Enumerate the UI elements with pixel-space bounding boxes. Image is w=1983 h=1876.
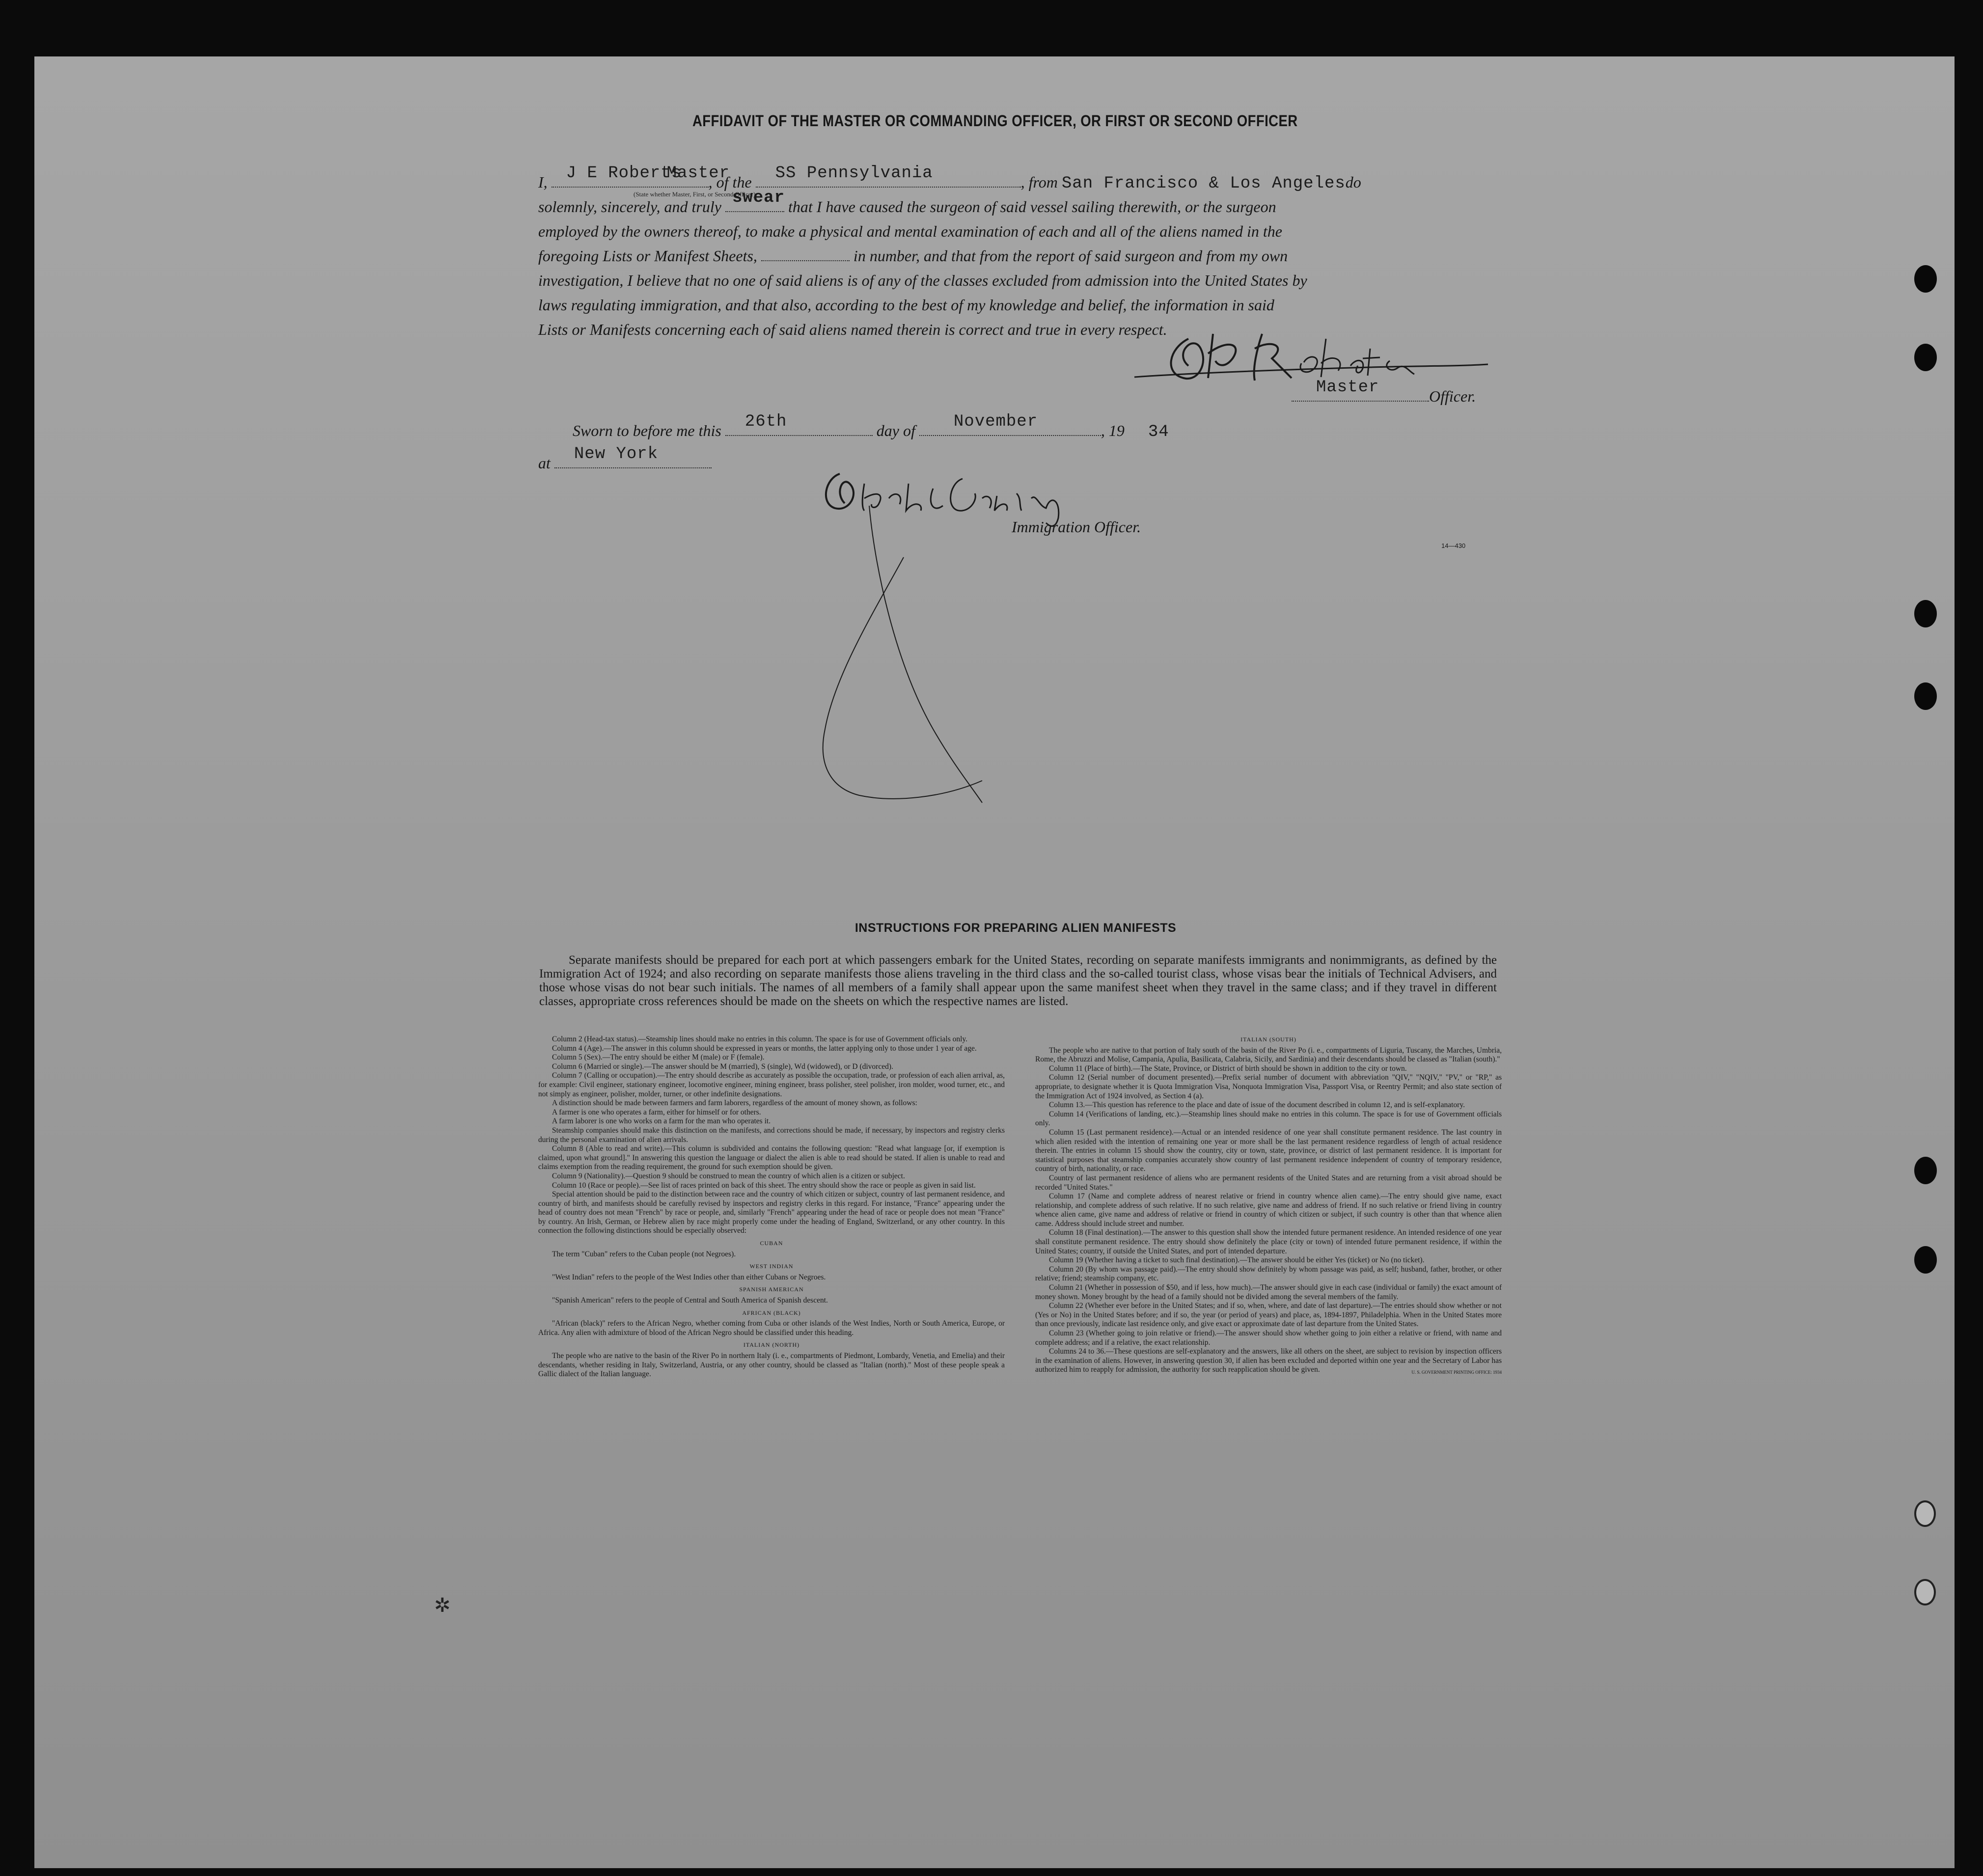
- affidavit-line-5: investigation, I believe that no one of said aliens is of any of the classes excluded from admission into the United States by: [538, 272, 1307, 289]
- affidavit-title: AFFIDAVIT OF THE MASTER OR COMMANDING OFFICER, OR FIRST OR SECOND OFFICER: [692, 112, 1298, 130]
- paragraph: Columns 24 to 36.—These questions are self-explanatory and the answers, like all others on the sheet, are subject to revision by inspection officers in the examination of aliens. However, in answering question 30, if alien has been excluded and deported within one year and the Secretary of Labor has authorized him to reapply for admission, the authority for such reapplication should be given.: [1035, 1347, 1502, 1374]
- binder-hole: [1914, 265, 1937, 293]
- officer-line: Master Officer.: [1292, 384, 1498, 408]
- paragraph: Column 19 (Whether having a ticket to such final destination).—The answer should be either Yes (ticket) or No (no ticket).: [1049, 1256, 1425, 1265]
- section-heading: ITALIAN (SOUTH): [1240, 1036, 1296, 1043]
- printer-imprint: U. S. GOVERNMENT PRINTING OFFICE: 1934: [1411, 1369, 1502, 1375]
- affidavit-line-1: I, J E Roberts Master , of the SS Pennsylvania , from San Francisco & Los Angelesdo: [538, 170, 1496, 196]
- affidavit-line-7: Lists or Manifests concerning each of said aliens named therein is correct and true in every respect.: [538, 321, 1167, 338]
- paragraph: Column 21 (Whether in possession of $50, and if less, how much).—The answer should give in each case (individual or family) the exact amount of money shown. Money brought by the head of a family should not be divided among the several members of the family.: [1035, 1283, 1502, 1301]
- alien-count-blank: [761, 244, 850, 261]
- sworn-day: 26th: [744, 412, 787, 431]
- sworn-year: 34: [1148, 423, 1169, 441]
- paragraph: A farmer is one who operates a farm, either for himself or for others.: [552, 1108, 761, 1116]
- affidavit-line-3: employed by the owners thereof, to make a physical and mental examination of each and all of the aliens named in the: [538, 222, 1282, 240]
- paragraph: The people who are native to that portion of Italy south of the basin of the River Po (i. e., compartments of Liguria, Tuscany, the Marches, Umbria, Rome, the Abruzzi and Molise, Campania, Apulia, Basilicata, Calabria, Sicily, and Sardinia) and their descendants should be classed as "Italian (south).": [1035, 1046, 1502, 1064]
- vessel-name: SS Pennsylvania: [775, 164, 933, 183]
- section-heading: WEST INDIAN: [749, 1263, 794, 1270]
- paragraph: Column 5 (Sex).—The entry should be either M (male) or F (female).: [552, 1053, 765, 1062]
- paragraph: Column 10 (Race or people).—See list of races printed on back of this sheet. The entry should show the race or people as given in said list.: [552, 1181, 976, 1190]
- paragraph: The people who are native to the basin of the River Po in northern Italy (i. e., compartments of Piedmont, Lombardy, Venetia, and Emelia) and their descendants, whether residing in Italy, Switzerland, Austria, or any other country, should be classed as "Italian (north)." Most of these people speak a Gallic dialect of the Italian language.: [538, 1352, 1005, 1379]
- binder-hole: [1914, 1579, 1936, 1605]
- sworn-line: Sworn to before me this 26th day of November , 19 34: [573, 418, 1530, 444]
- paragraph: "African (black)" refers to the African Negro, whether coming from Cuba or other islands of the West Indies, North or South America, Europe, or Africa. Any alien with admixture of blood of the African Negro should be classified under this heading.: [538, 1319, 1005, 1337]
- section-heading: AFRICAN (BLACK): [742, 1309, 801, 1316]
- affidavit-line-6: laws regulating immigration, and that also, according to the best of my knowledge and belief, the information in said: [538, 296, 1274, 314]
- paragraph: "West Indian" refers to the people of the West Indies other than either Cubans or Negroes.: [552, 1273, 826, 1281]
- paragraph: Column 12 (Serial number of document presented).—Prefix serial number of document with abbreviation "QIV," "NQIV," "PV," or "RP," as appropriate, to designate whether it is Quota Immigration Visa, Nonquota Immigration Visa, Passport Visa, or Reentry Permit; and also state section of the Immigration Act of 1924 involved, as Section 4 (a).: [1035, 1073, 1502, 1100]
- instructions-title: INSTRUCTIONS FOR PREPARING ALIEN MANIFESTS: [854, 921, 1177, 935]
- binder-hole: [1914, 1157, 1937, 1184]
- master-name: J E Roberts: [566, 164, 682, 183]
- paragraph: Steamship companies should make this distinction on the manifests, and corrections should be made, if necessary, by inspectors and registry clerks during the personal examination of alien arrivals.: [538, 1126, 1005, 1144]
- officer-rank: Master: [1316, 378, 1379, 397]
- section-heading: CUBAN: [760, 1240, 783, 1247]
- immigration-officer-label: Immigration Officer.: [1012, 518, 1141, 536]
- paragraph: Country of last permanent residence of aliens who are permanent residents of the United States and are returning from a visit abroad should be recorded "United States.": [1035, 1173, 1502, 1192]
- binder-hole: [1914, 1246, 1937, 1274]
- instructions-left-column: [538, 1035, 1005, 1379]
- rank-note: (State whether Master, First, or Second Officer): [633, 190, 756, 198]
- instructions-intro: Separate manifests should be prepared for each port at which passengers embark for the United States, recording on separate manifests immigrants and nonimmigrants, as defined by the Immigration Act of 1924; and also recording on separate manifests those aliens traveling in the third class and the so-called tourist class, whose visas bear the initials of Technical Advisers, and those whose visas do not bear such initials. The names of all members of a family shall appear upon the same manifest sheet when they travel in the same class; and if they travel in different classes, appropriate cross references should be made on the sheets on which the respective names are listed.: [539, 953, 1497, 1008]
- paragraph: Column 15 (Last permanent residence).—Actual or an intended residence of one year shall constitute permanent residence. The last country in which alien resided with the intention of remaining one year or more shall be the last permanent residence regardless of length of actual residence therein. The entries in column 15 should show the country, city or town, state, province, or district of last permanent residence. It is important for statistical purposes that steamship companies accurately show country of last permanent residence independent of country of temporary residence, country of birth, nationality, or race.: [1035, 1128, 1502, 1173]
- binder-hole: [1914, 1500, 1936, 1527]
- sworn-month: November: [953, 412, 1038, 431]
- paragraph: Column 7 (Calling or occupation).—The entry should describe as accurately as possible the occupation, trade, or profession of each alien arrival, as, for example: Civil engineer, stationary engineer, locomotive engineer, mining engineer, brass polisher, steel polisher, iron molder, wood turner, etc., and not simply as engineer, polisher, molder, turner, or other indefinite designations.: [538, 1071, 1005, 1098]
- paragraph: Column 23 (Whether going to join relative or friend).—The answer should show whether going to join either a relative or friend, with name and complete address; and if a relative, the exact relationship.: [1035, 1329, 1502, 1347]
- form-number: 14—430: [1441, 542, 1466, 549]
- departure-ports: San Francisco & Los Angeles: [1061, 174, 1346, 193]
- paragraph: Column 11 (Place of birth).—The State, Province, or District of birth should be shown in addition to the city or town.: [1049, 1064, 1407, 1073]
- paragraph: Column 17 (Name and complete address of nearest relative or friend in country whence alien came).—The entry should give name, exact relationship, and complete address of such relative. If no such relative, give name and address of friend. If no such relative or friend living in country whence alien came, give name and address of relative or friend in country of which citizen or subject, if such country is other than that whence alien came. Address should include street and number.: [1035, 1192, 1502, 1228]
- paragraph: Column 9 (Nationality).—Question 9 should be construed to mean the country of which alien is a citizen or subject.: [552, 1171, 905, 1180]
- paragraph: A farm laborer is one who works on a farm for the man who operates it.: [552, 1117, 771, 1126]
- paragraph: Column 4 (Age).—The answer in this column should be expressed in years or months, the latter applying only to those under 1 year of age.: [552, 1044, 977, 1053]
- ink-smudge: ✲: [434, 1594, 451, 1616]
- binder-hole: [1914, 600, 1937, 627]
- paragraph: The term "Cuban" refers to the Cuban people (not Negroes).: [552, 1250, 736, 1258]
- binder-hole: [1914, 344, 1937, 371]
- paragraph: Column 6 (Married or single).—The answer should be M (married), S (single), Wd (widowed), or D (divorced).: [552, 1062, 893, 1071]
- paragraph: Column 2 (Head-tax status).—Steamship lines should make no entries in this column. The space is for use of Government officials only.: [552, 1035, 968, 1043]
- paragraph: Column 22 (Whether ever before in the United States; and if so, when, where, and date of last departure).—The entries should show whether or not (Yes or No) in the United States before; and if so, the year (or period of years) and place, as, 1894-1897, Philadelphia. When in the United States more than once previously, indicate last residence only, and give exact or approximate date of last departure from the United States.: [1035, 1302, 1502, 1329]
- swear-word: swear: [732, 189, 785, 207]
- affidavit-line-2: solemnly, sincerely, and truly swear that I have caused the surgeon of said vessel sailing therewith, or the surgeon: [538, 194, 1496, 219]
- sworn-place: New York: [574, 445, 659, 463]
- paragraph: Column 20 (By whom was passage paid).—The entry should show definitely by whom passage was paid, as self; husband, father, brother, or other relative; friend; steamship company, etc.: [1035, 1265, 1502, 1283]
- paragraph: "Spanish American" refers to the people of Central and South America of Spanish descent.: [552, 1296, 828, 1305]
- paragraph: A distinction should be made between farmers and farm laborers, regardless of the amount of money shown, as follows:: [552, 1099, 917, 1108]
- instructions-right-column: [1035, 1035, 1502, 1377]
- section-heading: SPANISH AMERICAN: [739, 1286, 804, 1293]
- paragraph: Column 8 (Able to read and write).—This column is subdivided and contains the following question: "Read what language [or, if exemption is claimed, upon what ground]." In answering this question the language or dialect the alien is able to read should be stated. If alien is unable to read and claims exemption from the reading requirement, the ground for such exemption should be given.: [538, 1144, 1005, 1171]
- affidavit-line-4: foregoing Lists or Manifest Sheets, in number, and that from the report of said surgeon and from my own: [538, 244, 1496, 268]
- paragraph: Column 14 (Verifications of landing, etc.).—Steamship lines should make no entries in this column. The space is for use of Government officials only.: [1035, 1110, 1502, 1128]
- sworn-place-line: at New York: [538, 451, 1496, 475]
- paragraph: Column 13.—This question has reference to the place and date of issue of the document described in column 12, and is self-explanatory.: [1049, 1101, 1465, 1110]
- paragraph: Special attention should be paid to the distinction between race and the country of which citizen or subject, country of last permanent residence, and country of birth, and manifests should be carefully revised by inspectors and registry clerks in this regard. For instance, "France" appearing under the head of country does not mean "French" by race or people, and, similarly "French" appearing under the head of race or people does not mean "France" by country. An Irish, German, or Hebrew alien by race might properly come under the heading of England, Switzerland, or any other country. In this connection the following distinctions should be especially observed:: [538, 1190, 1005, 1235]
- section-heading: ITALIAN (NORTH): [743, 1341, 800, 1349]
- master-rank: Master: [666, 164, 730, 183]
- paragraph: Column 18 (Final destination).—The answer to this question shall show the intended future permanent residence. An intended residence of one year shall constitute permanent residence. The entry should show definitely the place (city or town) of intended future permanent residence, if within the United States; country, if outside the United States, and port of intended departure.: [1035, 1228, 1502, 1255]
- top-border: [34, 0, 1955, 59]
- binder-hole: [1914, 682, 1937, 710]
